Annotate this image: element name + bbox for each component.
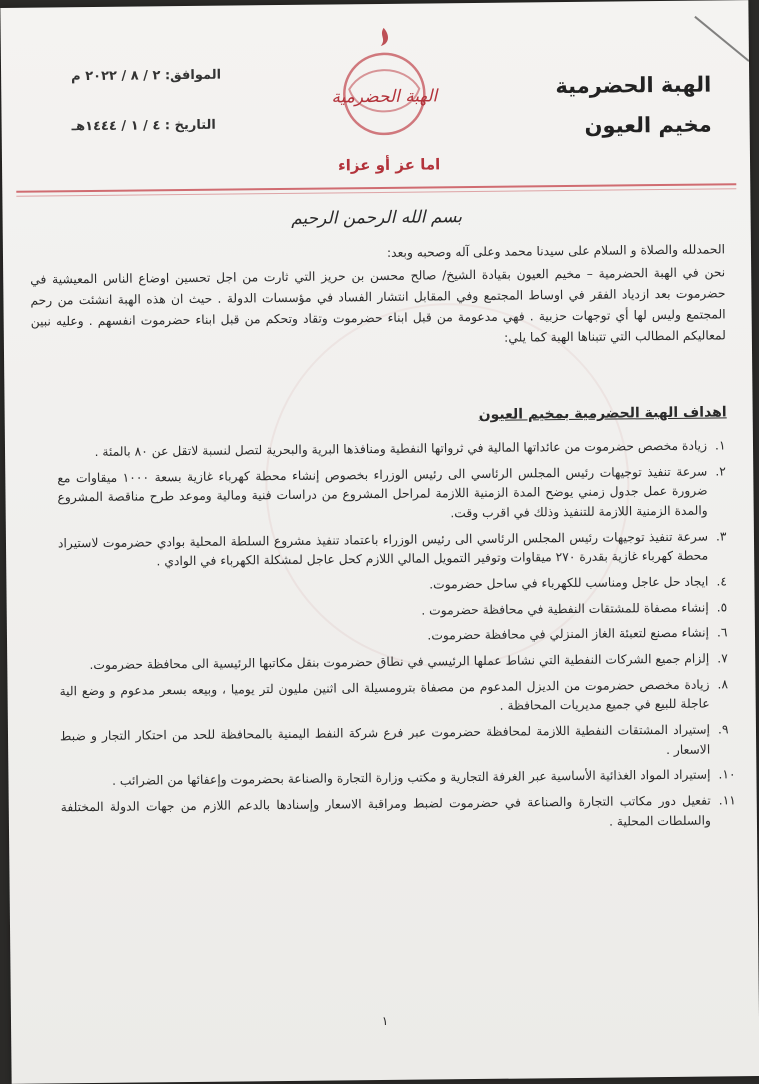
- goals-list: [57, 436, 741, 844]
- date-hijri: التاريخ : ٤ / ١ / ١٤٤٤هـ: [71, 117, 216, 135]
- organization-name: الهبة الحضرمية: [555, 72, 712, 99]
- goal-text: إستيراد المواد الغذائية الأساسية عبر الغرفة التجارية و مكتب وزارة التجارة والصناعة بحضرموت وإعفائها من الضرائب .: [111, 767, 711, 789]
- organization-logo: [329, 23, 440, 139]
- goal-number: ٣.: [715, 529, 727, 544]
- goal-text: إلزام جميع الشركات النفطية التي نشاط عملها الرئيسي في نطاق حضرموت بنقل مكاتبها الرئيسية الى محافظة حضرموت.: [89, 651, 710, 673]
- goal-text: إنشاء مصفاة للمشتقات النفطية في محافظة حضرموت .: [421, 600, 709, 618]
- goal-text: زيادة مخصص حضرموت من الديزل المدعوم من مصفاة بترومسيلة الى اثنين مليون لتر يوميا ، وبيعه بسعر مدعوم و وضع الية عاجلة للبيع في جميع مديريات المحافظة .: [59, 677, 710, 714]
- goal-number: ٢.: [715, 464, 726, 479]
- goal-text: إستيراد المشتقات النفطية اللازمة لمحافظة حضرموت عبر فرع شركة النفط اليمنية بالمحافظة للحد من احتكار التجار و ضبط الاسعار .: [59, 722, 711, 757]
- goal-text: سرعة تنفيذ توجيهات رئيس المجلس الرئاسي الى رئيس الوزراء باعتماد تنفيذ مشروع السلطة المحلية بوادي حضرموت لاستيراد محطة كهرباء غازية بقدرة ٢٧٠ ميقاوات وتوفير التمويل المالي اللازم كحل عاجل لمشكلة الكهرباء في الوادي .: [57, 529, 709, 569]
- goal-text: تفعيل دور مكاتب التجارة والصناعة في حضرموت لضبط ومراقبة الاسعار وإسنادها بالدعم اللازم من جهات الدولة المختلفة والسلطات المحلية .: [60, 793, 712, 829]
- goal-item: [57, 436, 737, 463]
- camp-name: مخيم العيون: [584, 112, 712, 138]
- goal-number: ٨.: [717, 677, 729, 692]
- goals-heading: اهداف الهبة الحضرمية بمخيم العيون: [478, 404, 727, 423]
- goal-item: [59, 624, 739, 651]
- basmala: بسم الله الرحمن الرحيم: [291, 207, 463, 229]
- date-gregorian: الموافق: ٢ / ٨ / ٢٠٢٢ م: [71, 67, 222, 85]
- paper-fold-mark: [694, 16, 749, 62]
- goal-number: ٥.: [716, 600, 728, 615]
- goal-item: [57, 462, 738, 528]
- goal-number: ٤.: [716, 574, 728, 589]
- page-number: ١: [381, 1013, 389, 1029]
- goal-item: [58, 527, 738, 573]
- motto: اما عز أو عزاء: [337, 155, 441, 175]
- logo-lettering: الهبة الحضرمية: [331, 86, 438, 108]
- goal-item: [59, 598, 739, 625]
- greeting: الحمدلله والصلاة و السلام على سيدنا محمد وعلى آله وصحبه وبعد:: [386, 242, 726, 260]
- goal-number: ٧.: [717, 651, 728, 666]
- intro-paragraph: نحن في الهبة الحضرمية – مخيم العيون بقيادة الشيخ/ صالح محسن بن حريز التي ثارت من اجل تحسين اوضاع الناس المعيشية في حضرموت بعد ازدياد الفقر في اوساط المجتمع وفي المقابل انتشار الفساد في مؤسسات الدولة . حيث ان هذه الهبة انشئت من رحم المجتمع وليس لها أي توجهات حزبية . فهي مدعومة من قبل ابناء حضرموت وتقاد وتحكم من قبل ابناء حضرموت انفسهم . وعليه نبين لمعاليكم المطالب التي تتبناها الهبة كما يلي:: [30, 265, 726, 345]
- goal-number: ١.: [714, 438, 726, 453]
- goal-item: [60, 720, 740, 766]
- goal-number: ٦.: [716, 625, 728, 640]
- goal-number: ١١.: [718, 793, 736, 808]
- goal-text: زيادة مخصص حضرموت من عائداتها المالية في ثرواتها النفطية ومنافذها البرية والبحرية لتصل لنسبة لاتقل عن ٨٠ بالمئة .: [94, 438, 708, 459]
- goal-number: ٩.: [717, 722, 729, 737]
- goal-text: سرعة تنفيذ توجيهات رئيس المجلس الرئاسي الى رئيس الوزراء بخصوص إنشاء محطة كهرباء غازية بسعة ١٠٠٠ ميقاوات مع ضرورة عمل جدول زمني يوضح المدة الزمنية اللازمة لمراحل المشروع من دراسات فنية ومالية وموعد طرح مناقصة المشروع والمدة الزمنية اللازمة للتنفيذ وذلك في اقرب وقت.: [57, 464, 708, 521]
- goal-item: [58, 572, 738, 599]
- goal-item: [59, 675, 739, 721]
- goal-item: [61, 791, 741, 837]
- goal-text: إنشاء مصنع لتعبئة الغاز المنزلي في محافظة حضرموت.: [427, 625, 710, 643]
- goal-text: ايجاد حل عاجل ومناسب للكهرباء في ساحل حضرموت.: [429, 574, 709, 592]
- goal-item: [59, 649, 739, 676]
- goal-number: ١٠.: [718, 767, 736, 782]
- goal-item: [60, 766, 740, 793]
